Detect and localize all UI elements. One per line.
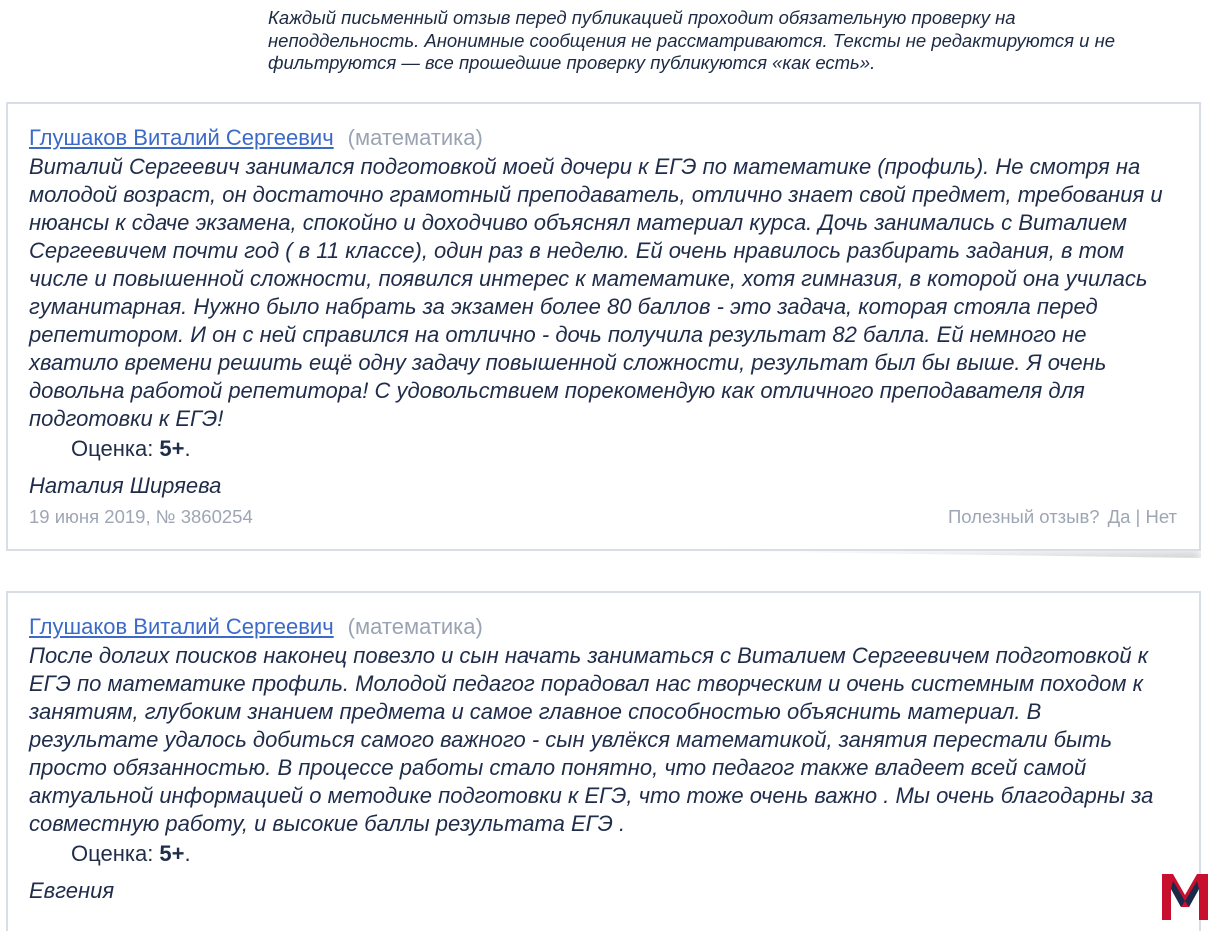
review-header: [29, 612, 1177, 642]
review-header: [29, 123, 1177, 153]
review-date-number: 19 июня 2019, № 3860254: [29, 506, 253, 527]
vote-no-link[interactable]: Нет: [1145, 506, 1177, 527]
moderation-notice: Каждый письменный отзыв перед публикацией проходит обязательную проверку на неподдельность. Анонимные сообщения не рассматриваются. Тексты не редактируются и не фильтруются — все прошедшие проверку публикуются «как есть».: [268, 7, 1116, 73]
tutor-link[interactable]: Глушаков Виталий Сергеевич: [29, 614, 334, 639]
m-logo-icon: [1159, 871, 1211, 920]
review-author: Наталия Ширяева: [29, 473, 222, 498]
grade-value: 5+: [159, 436, 185, 461]
review-grade: [71, 434, 1177, 464]
review-meta: [29, 505, 1177, 529]
grade-label: Оценка:: [71, 841, 160, 866]
subject-label: (математика): [347, 614, 483, 639]
tutor-link[interactable]: Глушаков Виталий Сергеевич: [29, 125, 334, 150]
card-shadow: [700, 551, 1201, 565]
vote-yes-link[interactable]: Да: [1107, 506, 1131, 527]
subject-label: (математика): [347, 125, 483, 150]
grade-suffix: .: [184, 841, 191, 866]
review-grade: [71, 839, 1177, 869]
review-text: Виталий Сергеевич занимался подготовкой моей дочери к ЕГЭ по математике (профиль). Не смотря на молодой возраст, он достаточно грамотный преподаватель, отлично знает свой предмет, требования и нюансы к сдаче экзамена, спокойно и доходчиво объяснял материал курса. Дочь занимались с Виталием Сергеевичем почти год ( в 11 классе), один раз в неделю. Ей очень нравилось разбирать задания, в том числе и повышенной сложности, появился интерес к математике, хотя гимназия, в которой она училась гуманитарная. Нужно было набрать за экзамен более 80 баллов - это задача, которая стояла перед репетитором. И он с ней справился на отлично - дочь получила результат 82 балла. Ей немного не хватило времени решить ещё одну задачу повышенной сложности, результат был бы выше. Я очень довольна работой репетитора! С удовольствием порекомендую как отличного преподавателя для подготовки к ЕГЭ!: [29, 154, 1163, 431]
review-text: После долгих поисков наконец повезло и сын начать заниматься с Виталием Сергеевичем подготовкой к ЕГЭ по математике профиль. Молодой педагог порадовал нас творческим и очень системным походом к занятиям, глубоким знанием предмета и самое главное способностью объяснить материал. В результате удалось добиться самого важного - сын увлёкся математикой, занятия перестали быть просто обязанностью. В процессе работы стало понятно, что педагог также владеет всей самой актуальной информацией о методике подготовки к ЕГЭ, что тоже очень важно . Мы очень благодарны за совместную работу, и высокие баллы результата ЕГЭ .: [29, 643, 1154, 836]
review-card: [6, 591, 1201, 931]
review-card: [6, 102, 1201, 551]
grade-suffix: .: [184, 436, 191, 461]
grade-label: Оценка:: [71, 436, 160, 461]
useful-vote: [948, 505, 1177, 529]
vote-separator: |: [1135, 506, 1141, 527]
grade-value: 5+: [159, 841, 185, 866]
review-author: Евгения: [29, 878, 115, 903]
useful-question: Полезный отзыв?: [947, 506, 1100, 527]
